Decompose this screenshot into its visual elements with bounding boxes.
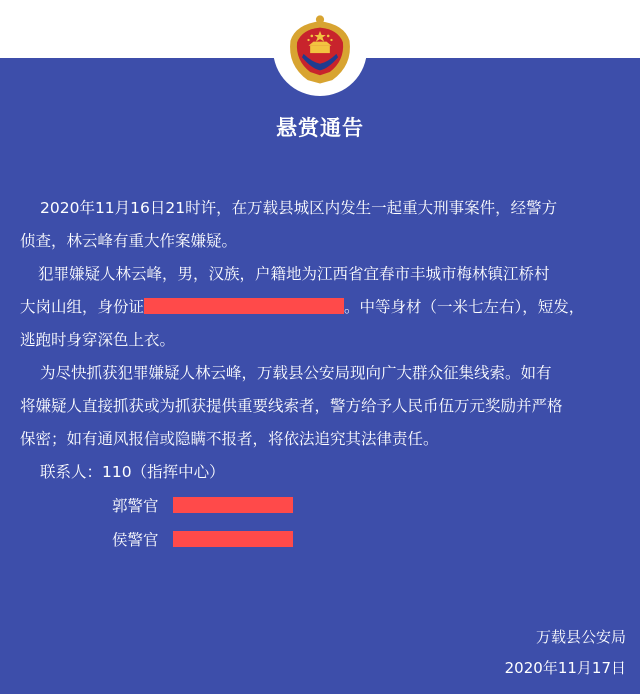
para2-line2 (20, 291, 626, 324)
para3-line3: 保密；如有通风报信或隐瞒不报者，将依法追究其法律责任。 (20, 430, 439, 448)
officer1-redaction (173, 497, 293, 513)
police-emblem-icon (273, 2, 367, 96)
para2-line1: 犯罪嫌疑人林云峰，男，汉族，户籍地为江西省宜春市丰城市梅林镇江桥村 (38, 265, 550, 283)
para2-line3: 逃跑时身穿深色上衣。 (20, 331, 176, 349)
notice-body (20, 192, 626, 489)
officer1-name: 郭警官 (112, 497, 159, 515)
notice-title: 悬赏通告 (276, 116, 364, 140)
para2-line2-b: 。中等身材（一米七左右），短发， (344, 298, 585, 316)
id-redaction (144, 298, 344, 314)
para1-line2: 侦查，林云峰有重大作案嫌疑。 (20, 232, 238, 250)
para1-line1: 2020年11月16日21时许，在万载县城区内发生一起重大刑事案件，经警方 (40, 199, 558, 217)
officer1-row (112, 494, 293, 516)
officer2-name: 侯警官 (112, 531, 159, 549)
para3-line1: 为尽快抓获犯罪嫌疑人林云峰，万载县公安局现向广大群众征集线索。如有 (40, 364, 552, 382)
para2-line2-a: 大岗山组，身份证 (20, 298, 145, 316)
para3-line2: 将嫌疑人直接抓获或为抓获提供重要线索者，警方给予人民币伍万元奖励并严格 (20, 397, 563, 415)
issuer: 万载县公安局 (535, 628, 626, 646)
officer2-row (112, 528, 293, 550)
issue-date: 2020年11月17日 (504, 659, 626, 677)
contact-label: 联系人：110（指挥中心） (40, 463, 225, 481)
officer2-redaction (173, 531, 293, 547)
